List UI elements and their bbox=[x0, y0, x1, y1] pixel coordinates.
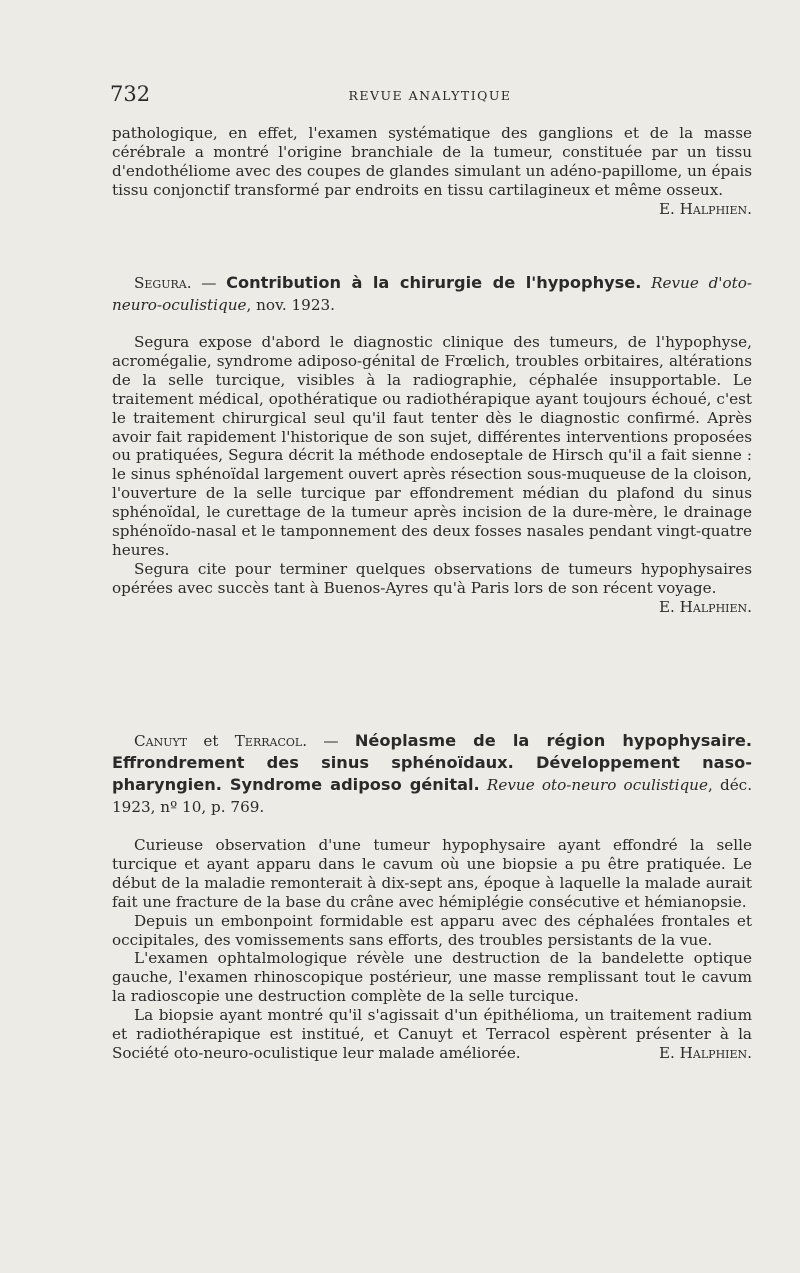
paragraph: Curieuse observation d'une tumeur hypophysaire ayant effondré la selle turcique et ayant apparu dans le cavum où une biopsie a pu être pratiquée. Le début de la maladie remonterait à dix-sept ans, époque à laquelle la malade aurait fait une fracture de la base du crâne avec hémiplégie consécutive et hémianopsie. bbox=[112, 836, 752, 911]
review-segura bbox=[112, 272, 752, 617]
journal-name: Revue d'oto-neuro-oculistique bbox=[112, 274, 753, 314]
review-continuation bbox=[112, 124, 752, 219]
page-number: 732 bbox=[110, 82, 151, 106]
author: Canuyt bbox=[134, 732, 188, 750]
journal-name: Revue oto-neuro oculistique bbox=[486, 776, 708, 794]
paragraph: Segura expose d'abord le diagnostic clinique des tumeurs, de l'hypophyse, acromégalie, syndrome adiposo-génital de Frœlich, troubles orbitaires, altérations de la selle turcique, visibles à la radiographie, céphalée insupportable. Le traitement médical, opothératique ou radiothérapique ayant toujours échoué, c'est le traitement chirurgical seul qu'il faut tenter dès le diagnostic confirmé. Après avoir fait rapidement l'historique de son sujet, différentes interventions proposées ou pratiquées, Segura décrit la méthode endoseptale de Hirsch qu'il a fait sienne : le sinus sphénoïdal largement ouvert après résection sous-muqueuse de la cloison, l'ouverture de la selle turcique par effondrement médian du plafond du sinus sphénoïdal, le curettage de la tumeur après incision de la dure-mère, le drainage sphénoïdo-nasal et le tamponnement des deux fosses nasales pendant vingt-quatre heures. bbox=[112, 333, 752, 559]
review-heading: Segura. — Contribution à la chirurgie de l'hypophyse. Revue d'oto-neuro-oculistique, nov. 1923. bbox=[112, 273, 753, 314]
paragraph: L'examen ophtalmologique révèle une destruction de la bandelette optique gauche, l'examen rhinoscopique postérieur, une masse remplissant tout le cavum la radioscopie une destruction complète de la selle turcique. bbox=[112, 949, 752, 1006]
author: Segura. bbox=[134, 274, 192, 292]
signature: E. Halphien. bbox=[658, 597, 752, 616]
author: Terracol. bbox=[234, 732, 308, 750]
citation-date: , nov. 1923. bbox=[246, 296, 335, 314]
page-header bbox=[110, 82, 750, 106]
review-canuyt-terracol bbox=[112, 730, 752, 1063]
citation-date: , déc. 1923, nº 10, p. 769. bbox=[112, 776, 753, 816]
signature: E. Halphien. bbox=[658, 199, 752, 218]
article-title: Contribution à la chirurgie de l'hypophyse. bbox=[226, 273, 642, 292]
signature: E. Halphien. bbox=[658, 1043, 752, 1062]
paragraph: Segura cite pour terminer quelques observations de tumeurs hypophysaires opérées avec succès tant à Buenos-Ayres qu'à Paris lors de son récent voyage. E. Halphien. bbox=[112, 559, 752, 616]
paragraph: pathologique, en effet, l'examen systématique des ganglions et de la masse cérébrale a montré l'origine branchiale de la tumeur, constituée par un tissu d'endothéliome avec des coupes de glandes simulant un adéno-papillome, un épais tissu conjonctif transformé par endroits en tissu cartilagineux et même osseux. E. Halphien. bbox=[112, 124, 752, 218]
paragraph: La biopsie ayant montré qu'il s'agissait d'un épithélioma, un traitement radium et radiothérapique est institué, et Canuyt et Terracol espèrent présenter à la Société oto-neuro-oculistique leur malade améliorée. E. Halphien. bbox=[112, 1006, 752, 1062]
review-heading: Canuyt et Terracol. — Néoplasme de la région hypophysaire. Effrondrement des sinus sphénoïdaux. Développement naso-pharyngien. Syndrome adiposo génital. Revue oto-neuro oculistique, déc. 1923, nº 10, p. 769. bbox=[112, 731, 753, 816]
article-title: Néoplasme de la région hypophysaire. Effrondrement des sinus sphénoïdaux. Développement naso-pharyngien. Syndrome adiposo génital. bbox=[112, 731, 753, 794]
running-title: REVUE ANALYTIQUE bbox=[348, 88, 512, 103]
paragraph: Depuis un embonpoint formidable est apparu avec des céphalées frontales et occipitales, des vomissements sans efforts, des troubles persistants de la vue. bbox=[112, 911, 752, 949]
